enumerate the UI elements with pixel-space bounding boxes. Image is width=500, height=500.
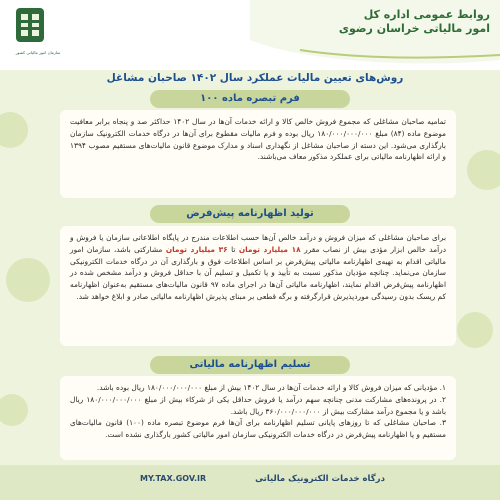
section-1-text: تمامیه صاحبان مشاغلی که مجموع فروش خالص کالا و ارائه خدمات آن‌ها در سال ۱۴۰۲ حداکثر صد و پنجاه برابر معافیت موضوع ماده (۸۴) مبلغ ۱۸۰/۰۰۰/۰۰۰/۰۰۰ ریال بوده و فرم مالیات مقطوع برای آن‌ها در درگاه خدمات الکترونیک سازمان بارگذاری می‌شود. این دسته از صاحبان مشاغل از نگهداری اسناد و مدارک موضوع قانون مالیات‌های مستقیم مصوب ۱۳۹۴ و ارائه اظهارنامه مالیاتی برای عملکرد مذکور معاف می‌باشند. xyxy=(70,117,446,162)
organization-logo xyxy=(8,6,68,66)
section-heading-1: فرم تبصره ماده ۱۰۰ xyxy=(150,90,350,108)
header xyxy=(0,0,500,70)
seal-caption: سازمان امور مالیاتی کشور xyxy=(15,50,61,55)
section-2-text-before: برای صاحبان مشاغلی که میزان فروش و درآمد خالص آن‌ها حسب اطلاعات مندرج در پایگاه اطلاعاتی سازمان یا فروش و درآمد خالص ابزار مؤدی بیش از نصاب مقرر xyxy=(70,233,446,254)
section-card-1 xyxy=(60,110,456,198)
list-item: ۱. مؤدیانی که میزان فروش کالا و ارائه خدمات آن‌ها در سال ۱۴۰۲ بیش از مبلغ ۱۸۰/۰۰۰/۰۰۰/۰۰۰ ریال بوده باشد. xyxy=(96,383,446,392)
seal-icon xyxy=(12,6,48,50)
list-item: ۳. صاحبان مشاغلی که تا روزهای پایانی تسلیم اظهارنامه برای آن‌ها فرم موضوع تبصره ماده (۱۰۰) قانون مالیات‌های مستقیم و یا اظهارنامه پیش‌فرض در درگاه خدمات الکترونیکی سازمان امور مالیاتی کشور بارگذاری نشده است. xyxy=(70,418,446,440)
footer-url[interactable]: MY.TAX.GOV.IR xyxy=(140,474,207,483)
list-item: ۲. در پرونده‌های مشارکت مدنی چنانچه سهم درآمد یا فروش حداقل یکی از شرکاء بیش از مبلغ ۱۸۰/۰۰۰/۰۰۰/۰۰۰ ریال باشد و یا مجموع درآمد مشارکت بیش از ۳۶۰/۰۰۰/۰۰۰/۰۰۰ ریال باشد. xyxy=(70,394,446,416)
header-title xyxy=(260,8,490,36)
highlight-amount-1: ۱۸ میلیارد تومان xyxy=(238,244,301,254)
header-title-line1: روابط عمومی اداره کل xyxy=(363,8,490,21)
section-heading-2: تولید اظهارنامه پیش‌فرض xyxy=(150,205,350,223)
footer-label: درگاه خدمات الکترونیک مالیاتی xyxy=(255,474,385,484)
left-decoration xyxy=(0,70,55,465)
section-2-text-after: مشارکتی باشد، سازمان امور مالیاتی اقدام به تهیه‌ی اظهارنامه مالیاتی پیش‌فرض بر اساس اطلاعات فوق و بارگذاری آن در درگاه خدمات الکترونیکی سازمان می‌نماید. چنانچه مؤدیان مذکور نسبت به تأیید و یا تکمیل و تسلیم آن با حداقل فروش و درآمد مشخص شده در اظهارنامه پیش‌فرض اقدام نمایند، اظهارنامه مالیاتی آن‌ها در اجرای ماده ۹۷ قانون مالیات‌های مستقیم به‌عنوان اظهارنامه کم ریسک بدون رسیدگی موردپذیرش قرارگرفته و برگه قطعی بر مبنای پذیرش اظهارنامه مالیاتی صادر و ابلاغ خواهد شد. xyxy=(70,244,446,301)
section-heading-3: تسلیم اظهارنامه مالیاتی xyxy=(150,356,350,374)
section-card-3 xyxy=(60,376,456,460)
section-card-2 xyxy=(60,226,456,346)
highlight-amount-2: ۳۶ میلیارد تومان xyxy=(165,244,228,254)
section-2-text-mid: تا xyxy=(231,244,236,254)
header-title-line2: امور مالیاتی خراسان رضوی xyxy=(338,22,490,35)
main-title: روش‌های تعیین مالیات عملکرد سال ۱۴۰۲ صاحبان مشاغل xyxy=(106,72,404,84)
right-decoration xyxy=(455,70,500,465)
